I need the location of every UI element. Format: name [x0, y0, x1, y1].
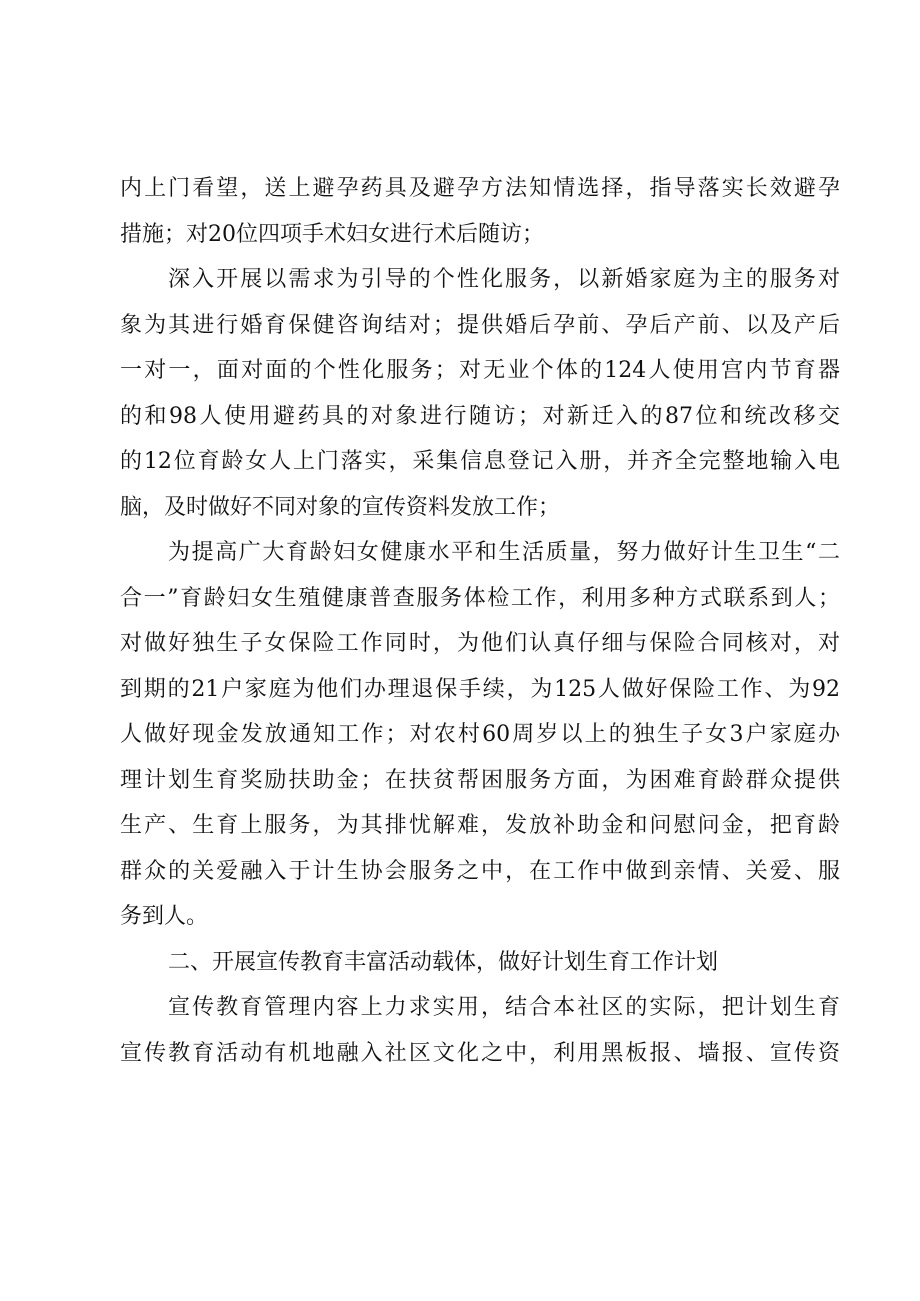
paragraph-2-line-4: 的和98人使用避药具的对象进行随访；对新迁入的87位和统改移交 [120, 403, 840, 429]
paragraph-5-line-2: 宣传教育活动有机地融入社区文化之中，利用黑板报、墙报、宣传资 [120, 1040, 840, 1066]
document-body [120, 166, 840, 1076]
paragraph-3-line-6: 理计划生育奖励扶助金；在扶贫帮困服务方面，为困难育龄群众提供 [120, 767, 840, 793]
paragraph-3-line-5: 人做好现金发放通知工作；对农村60周岁以上的独生子女3户家庭办 [120, 722, 840, 747]
paragraph-2-line-6: 脑，及时做好不同对象的宣传资料发放工作； [120, 494, 561, 520]
paragraph-1-line-2: 措施；对20位四项手术妇女进行术后随访； [120, 221, 544, 247]
paragraph-2-line-5: 的12位育龄女人上门落实，采集信息登记入册，并齐全完整地输入电 [120, 449, 840, 474]
paragraph-2-line-1: 深入开展以需求为引导的个性化服务，以新婚家庭为主的服务对 [168, 267, 840, 292]
paragraph-5-line-1: 宣传教育管理内容上力求实用，结合本社区的实际，把计划生育 [168, 995, 840, 1020]
paragraph-3-line-4: 到期的21户家庭为他们办理退保手续，为125人做好保险工作、为92 [120, 676, 840, 702]
paragraph-3-line-1: 为提高广大育龄妇女健康水平和生活质量，努力做好计生卫生“二 [168, 540, 840, 565]
paragraph-3-line-8: 群众的关爱融入于计生协会服务之中，在工作中做到亲情、关爱、服 [120, 858, 840, 884]
paragraph-3-line-3: 对做好独生子女保险工作同时，为他们认真仔细与保险合同核对，对 [120, 631, 840, 656]
paragraph-2-line-3: 一对一，面对面的个性化服务；对无业个体的124人使用宫内节育器 [120, 358, 840, 383]
paragraph-3-line-9: 务到人。 [120, 904, 209, 929]
paragraph-3-line-2: 合一”育龄妇女生殖健康普查服务体检工作，利用多种方式联系到人； [120, 585, 840, 611]
paragraph-3-line-7: 生产、生育上服务，为其排忧解难，发放补助金和问慰问金，把育龄 [120, 813, 840, 838]
paragraph-1-line-1: 内上门看望，送上避孕药具及避孕方法知情选择，指导落实长效避孕 [120, 176, 840, 201]
section-heading: 二、开展宣传教育丰富活动载体，做好计划生育工作计划 [168, 949, 719, 975]
paragraph-2-line-2: 象为其进行婚育保健咨询结对；提供婚后孕前、孕后产前、以及产后 [120, 312, 840, 338]
